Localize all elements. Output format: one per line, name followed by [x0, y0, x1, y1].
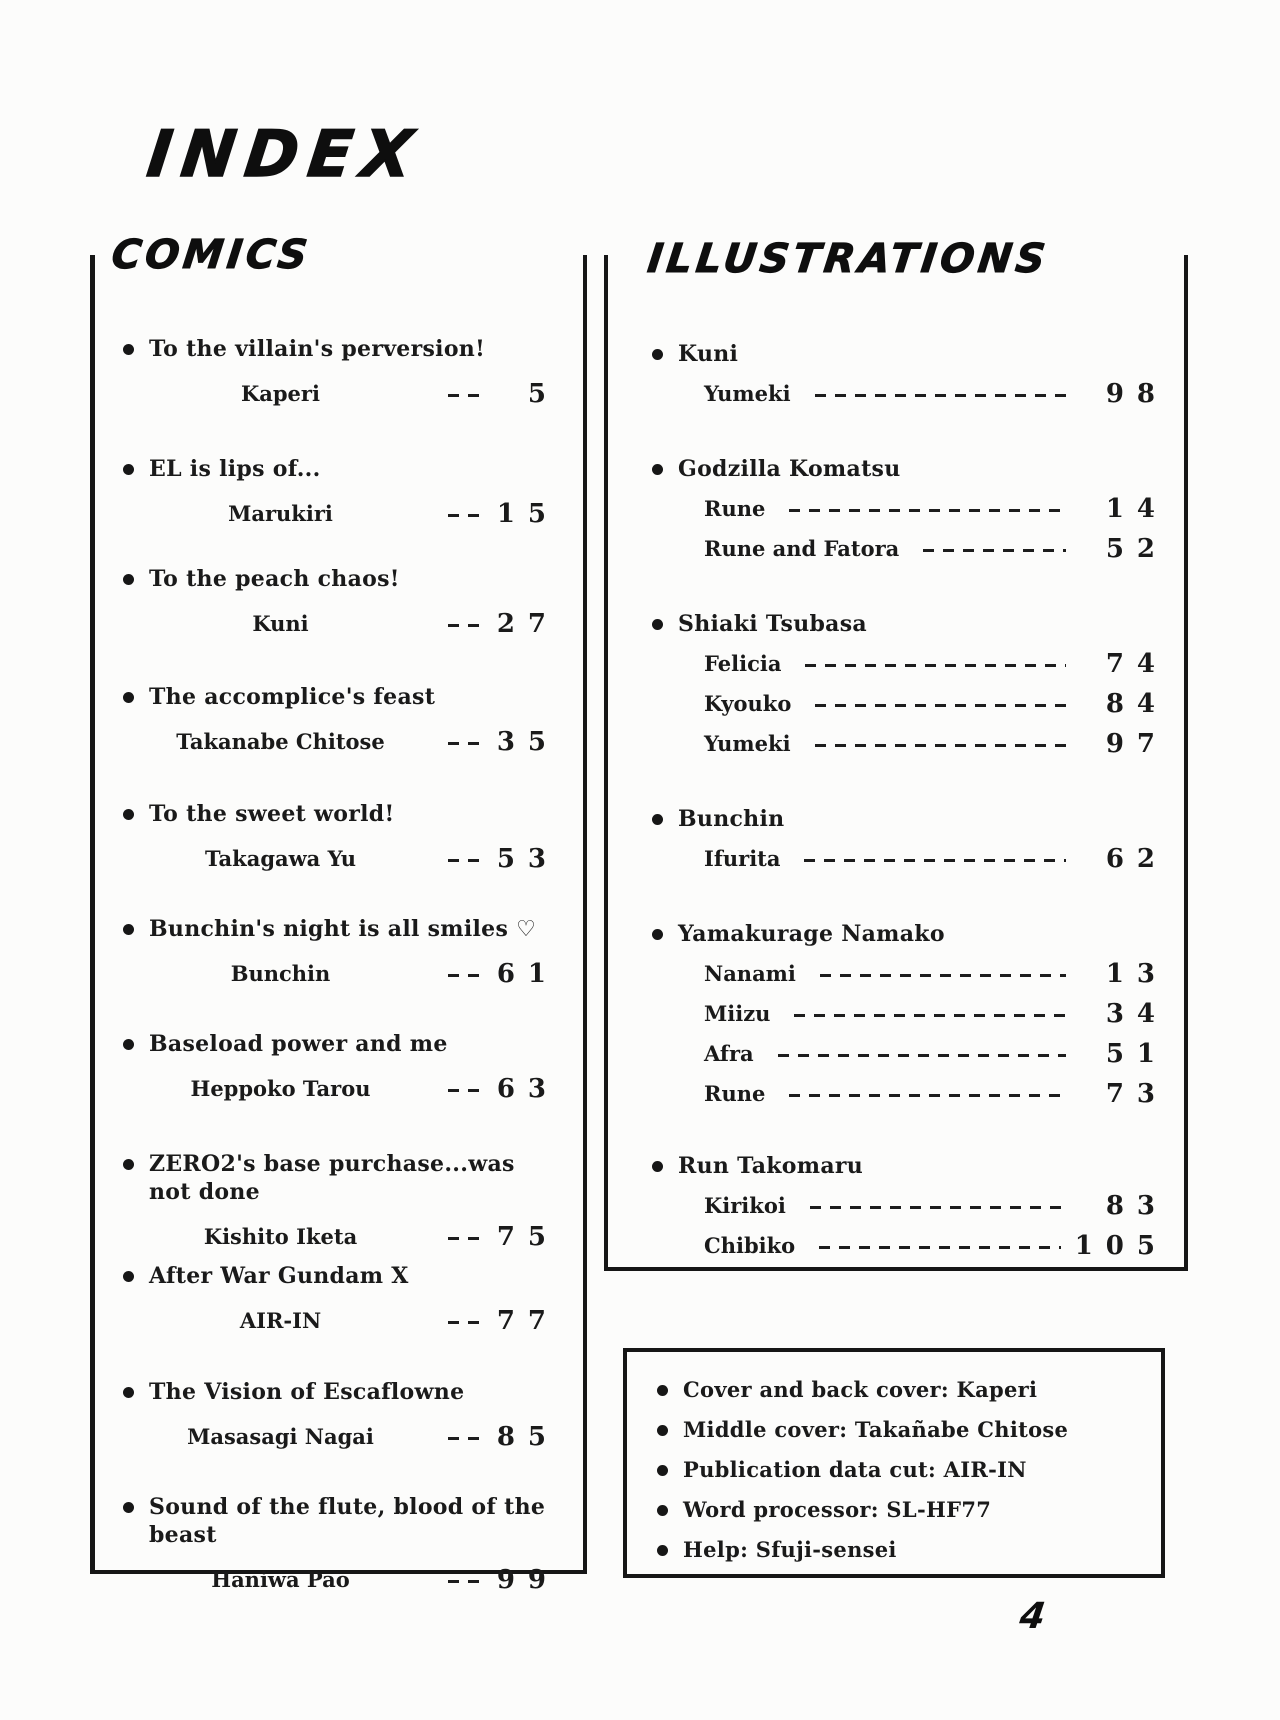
dash-leader [804, 859, 1066, 862]
entry-page-number: 85 [496, 1422, 559, 1452]
artist-row [652, 805, 1168, 833]
item-page-number: 74 [1105, 649, 1168, 679]
item-name: Kyouko [704, 691, 792, 716]
comics-entry [123, 455, 559, 528]
artist-row [652, 920, 1168, 948]
bullet-icon [657, 1465, 668, 1476]
dash-leader [448, 1089, 481, 1092]
item-page-number: 98 [1105, 379, 1168, 409]
dash-leader [815, 394, 1066, 397]
dash-leader [923, 549, 1066, 552]
bullet-icon [657, 1385, 668, 1396]
entry-author-row [123, 1423, 559, 1451]
illustrations-heading: ILLUSTRATIONS [645, 236, 1052, 282]
credit-item [657, 1416, 1141, 1444]
comics-box [90, 255, 587, 1595]
artist-group [652, 920, 1168, 1108]
dash-leader [815, 744, 1066, 747]
credit-text: Help: Sfuji-sensei [683, 1537, 897, 1562]
entry-title: ZERO2's base purchase...was not done [149, 1151, 515, 1205]
entry-author-row [123, 1307, 559, 1335]
entry-author-row [123, 610, 559, 638]
comics-entry [123, 800, 559, 873]
entry-page-number: 35 [496, 727, 559, 757]
illustration-item [652, 380, 1168, 408]
illustrations-box [604, 255, 1188, 1271]
entry-title-row [123, 915, 559, 943]
item-name: Chibiko [704, 1233, 796, 1258]
bullet-icon [123, 809, 134, 820]
item-name: Rune [704, 496, 766, 521]
artist-row [652, 340, 1168, 368]
dash-leader [778, 1054, 1066, 1057]
bullet-icon [652, 814, 663, 825]
entry-title: EL is lips of... [149, 456, 321, 482]
illustration-item [652, 1080, 1168, 1108]
dash-leader [448, 394, 481, 397]
item-name: Miizu [704, 1001, 771, 1026]
item-name: Nanami [704, 961, 796, 986]
dash-leader [448, 1437, 481, 1440]
entry-author: AIR-IN [239, 1308, 322, 1333]
dash-leader [820, 974, 1066, 977]
entry-author: Marukiri [228, 501, 333, 526]
entry-title-row [123, 335, 559, 363]
item-page-number: 34 [1105, 999, 1168, 1029]
illustration-item [652, 495, 1168, 523]
bullet-icon [657, 1505, 668, 1516]
item-name: Ifurita [704, 846, 781, 871]
entry-title: The accomplice's feast [149, 684, 436, 710]
entry-author: Takagawa Yu [204, 846, 357, 871]
entry-title: To the peach chaos! [149, 566, 400, 592]
comics-entry [123, 1150, 559, 1251]
illustration-item [652, 690, 1168, 718]
bullet-icon [652, 619, 663, 630]
credit-text: Cover and back cover: Kaperi [683, 1377, 1038, 1402]
entry-page-number: 53 [496, 844, 559, 874]
comics-entry [123, 1030, 559, 1103]
bullet-icon [123, 1502, 134, 1513]
illustration-item [652, 1232, 1168, 1260]
bullet-icon [123, 344, 134, 355]
bullet-icon [123, 1271, 134, 1282]
illustration-item [652, 535, 1168, 563]
dash-leader [794, 1014, 1066, 1017]
item-name: Kirikoi [704, 1193, 786, 1218]
comics-entry [123, 1378, 559, 1451]
bullet-icon [123, 464, 134, 475]
dash-leader [805, 664, 1066, 667]
entry-author-row [123, 1223, 559, 1251]
illustration-item [652, 650, 1168, 678]
entry-title: To the villain's perversion! [149, 336, 486, 362]
entry-author-row [123, 845, 559, 873]
entry-page-number: 63 [496, 1074, 559, 1104]
entry-author: Kishito Iketa [203, 1224, 358, 1249]
artist-group [652, 1152, 1168, 1260]
credit-item [657, 1376, 1141, 1404]
entry-title-row [123, 455, 559, 483]
bullet-icon [657, 1545, 668, 1556]
dash-leader [448, 859, 481, 862]
credit-item [657, 1536, 1141, 1564]
item-name: Yumeki [704, 381, 791, 406]
item-page-number: 73 [1105, 1079, 1168, 1109]
entry-title: Baseload power and me [149, 1031, 448, 1057]
artist-name: Kuni [678, 341, 739, 367]
credit-text: Middle cover: Takañabe Chitose [683, 1417, 1069, 1442]
entry-title-row [123, 1030, 559, 1058]
dash-leader [448, 1237, 481, 1240]
bullet-icon [123, 574, 134, 585]
item-page-number: 97 [1105, 729, 1168, 759]
entry-author-row [123, 1566, 559, 1594]
illustration-item [652, 845, 1168, 873]
entry-page-number: 99 [496, 1565, 559, 1595]
artist-name: Run Takomaru [678, 1153, 864, 1179]
dash-leader [789, 509, 1066, 512]
entry-author-row [123, 728, 559, 756]
item-page-number: 52 [1105, 534, 1168, 564]
dash-leader [448, 514, 481, 517]
entry-title: Sound of the flute, blood of the beast [149, 1494, 546, 1548]
bullet-icon [123, 924, 134, 935]
item-name: Rune and Fatora [704, 536, 900, 561]
bullet-icon [123, 1039, 134, 1050]
folio-page-number: 4 [1017, 1596, 1048, 1637]
entry-page-number: 15 [496, 499, 559, 529]
entry-title: The Vision of Escaflowne [149, 1379, 465, 1405]
bullet-icon [652, 1161, 663, 1172]
dash-leader [815, 704, 1066, 707]
dash-leader [448, 974, 481, 977]
credit-text: Word processor: SL-HF77 [683, 1497, 992, 1522]
artist-group [652, 340, 1168, 408]
bullet-icon [652, 349, 663, 360]
credits-box [623, 1348, 1165, 1578]
entry-title-row [123, 1493, 559, 1549]
entry-title-row [123, 565, 559, 593]
item-page-number: 13 [1105, 959, 1168, 989]
artist-name: Yamakurage Namako [678, 921, 945, 947]
artist-row [652, 1152, 1168, 1180]
bullet-icon [123, 692, 134, 703]
illustration-item [652, 960, 1168, 988]
entry-title: After War Gundam X [149, 1263, 409, 1289]
illustration-item [652, 1000, 1168, 1028]
comics-entry [123, 1493, 559, 1594]
entry-page-number: 77 [496, 1306, 559, 1336]
entry-author-row [123, 960, 559, 988]
artist-row [652, 455, 1168, 483]
item-page-number: 62 [1105, 844, 1168, 874]
illustration-item [652, 730, 1168, 758]
entry-page-number: 61 [496, 959, 559, 989]
entry-title: Bunchin's night is all smiles ♡ [149, 916, 537, 942]
comics-entry [123, 915, 559, 988]
artist-group [652, 610, 1168, 758]
illustration-item [652, 1040, 1168, 1068]
entry-page-number: 27 [496, 609, 559, 639]
item-page-number: 84 [1105, 689, 1168, 719]
bullet-icon [123, 1387, 134, 1398]
bullet-icon [652, 929, 663, 940]
comics-entry [123, 683, 559, 756]
entry-author: Takanabe Chitose [176, 729, 385, 754]
item-name: Rune [704, 1081, 766, 1106]
credit-item [657, 1496, 1141, 1524]
dash-leader [448, 1321, 481, 1324]
comics-entry [123, 335, 559, 408]
comics-heading: COMICS [109, 232, 314, 278]
entry-title-row [123, 1150, 559, 1206]
item-name: Yumeki [704, 731, 791, 756]
entry-title-row [123, 683, 559, 711]
entry-author: Kaperi [241, 381, 320, 406]
entry-author: Haniwa Pao [211, 1567, 350, 1592]
artist-group [652, 805, 1168, 873]
artist-row [652, 610, 1168, 638]
entry-title-row [123, 1378, 559, 1406]
comics-entry [123, 565, 559, 638]
artist-name: Godzilla Komatsu [678, 456, 901, 482]
entry-author-row [123, 380, 559, 408]
item-name: Afra [704, 1041, 754, 1066]
item-page-number: 105 [1074, 1231, 1168, 1261]
item-name: Felicia [704, 651, 782, 676]
entry-page-number: 5 [527, 379, 559, 409]
entry-author: Heppoko Tarou [190, 1076, 371, 1101]
entry-author: Masasagi Nagai [187, 1424, 374, 1449]
dash-leader [819, 1246, 1061, 1249]
item-page-number: 83 [1105, 1191, 1168, 1221]
illustration-item [652, 1192, 1168, 1220]
dash-leader [810, 1206, 1066, 1209]
page-title: INDEX [143, 118, 427, 192]
entry-title-row [123, 1262, 559, 1290]
comics-entry [123, 1262, 559, 1335]
dash-leader [789, 1094, 1066, 1097]
entry-title-row [123, 800, 559, 828]
entry-author-row [123, 500, 559, 528]
dash-leader [448, 624, 481, 627]
artist-group [652, 455, 1168, 563]
entry-author: Kuni [252, 611, 309, 636]
dash-leader [448, 1580, 481, 1583]
credit-text: Publication data cut: AIR-IN [683, 1457, 1027, 1482]
entry-title: To the sweet world! [149, 801, 395, 827]
artist-name: Bunchin [678, 806, 785, 832]
item-page-number: 51 [1105, 1039, 1168, 1069]
bullet-icon [657, 1425, 668, 1436]
bullet-icon [652, 464, 663, 475]
entry-author: Bunchin [230, 961, 331, 986]
credit-item [657, 1456, 1141, 1484]
artist-name: Shiaki Tsubasa [678, 611, 867, 637]
entry-page-number: 75 [496, 1222, 559, 1252]
dash-leader [448, 742, 481, 745]
item-page-number: 14 [1105, 494, 1168, 524]
bullet-icon [123, 1159, 134, 1170]
entry-author-row [123, 1075, 559, 1103]
